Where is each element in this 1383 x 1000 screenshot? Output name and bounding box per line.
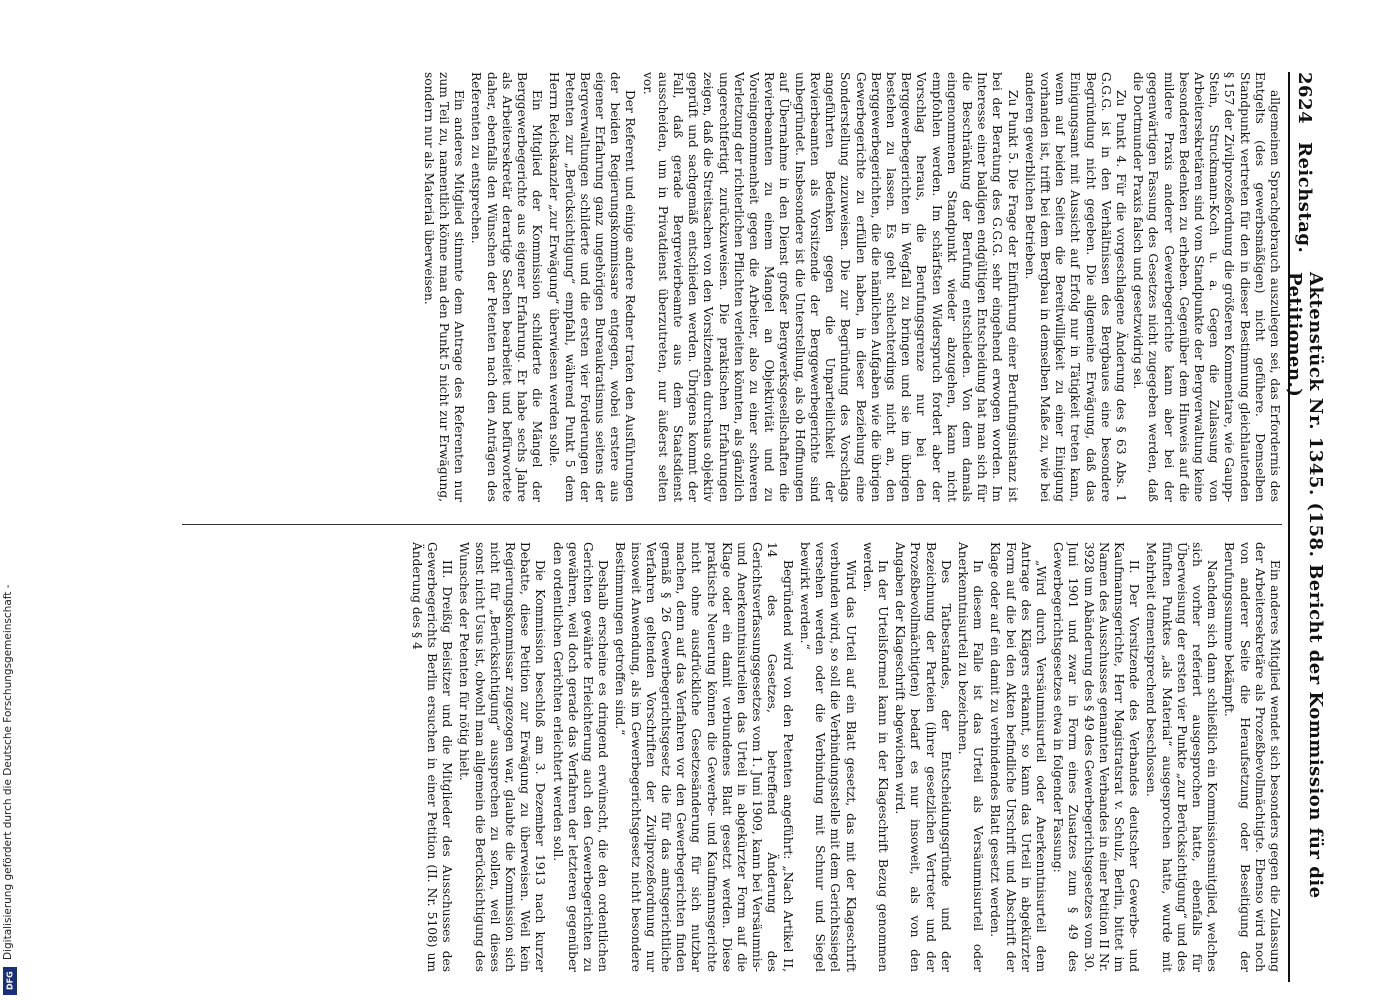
right-column [92,542,1282,972]
paragraph: Zu Punkt 5. Die Frage der Einführung einer Berufungsinstanz ist bei der Beratung des G.G.G. sehr eingehend erwogen worden. Im Interesse einer baldigen endgültigen Entscheidung hat man sich für die Beschränkung der Berufung entschieden. Von dem damals eingenommenen Standpunkt wieder abzugehen, kann nicht empfohlen werden. Im schärfsten Widerspruch fordert aber der Vorschlag heraus, die Berufungsgrenze nur bei den Berggewerbegerichten in Wegfall zu bringen und sie im übrigen bestehen zu lassen. Es geht schlechterdings nicht an, den Berggewerbegerichten, die die nämlichen Aufgaben wie die übrigen Gewerbegerichte zu erfüllen haben, in dieser Beziehung eine Sonderstellung zuzuweisen. Die zur Begründung des Vorschlags angeführten Bedenken gegen die Unparteilichkeit der Revierbeamten als Vorsitzende der Berggewerbegerichte sind unbegründet. Insbesondere ist die Unterstellung, als ob Hoffnungen auf Übernahme in den Dienst großer Bergwerksgesellschaften die Revierbeamten zu einem Mangel an Objektivität und zu Voreingenommenheit gegen die Arbeiter, also zu einer schweren Verletzung der richterlichen Pflichten verleiten könnten, als gänzlich ungerechtfertigt zurückzuweisen. Die praktischen Erfahrungen zeigen, daß die Streitsachen von den Vorsitzenden durchaus objektiv geprüft und sachgemäß entschieden werden. Übrigens kommt der Fall, daß gerade Bergrevierbeamte aus dem Staatsdienst ausscheiden, um in Privatdienst überzutreten, nur äußerst selten vor. [640,72,1020,502]
page-title: Aktenstück Nr. 1345. (158. Bericht der Kommission für die Petitionen.) [1284,272,1326,899]
paragraph: III. Dreißig Beisitzer und die Mitglieder des Ausschusses des Gewerbegerichts Berlin ersuchen in einer Petition (II. Nr. 5108) um Änderung des § 4 [409,542,455,972]
column-divider [182,524,1282,525]
paragraph: Deshalb erscheine es dringend erwünscht, die den ordentlichen Gerichten gewährte Erleichterung auch den Gewerbegerichten zu gewähren, weil doch gerade das Verfahren der letzteren gegenüber den ordentlichen Gerichten erleichtert werden soll. [550,542,611,972]
paragraph: Ein anderes Mitglied wendet sich besonders gegen die Zulassung der Arbeitersekretäre als Prozeßbevollmächtigte. Ebenso wird noch von anderer Seite die Heraufsetzung oder Beseitigung der Berufungssumme bekämpft. [1222,542,1282,972]
paragraph: Ein anderes Mitglied stimmte dem Antrage des Referenten nur zum Teil zu, namentlich könne man den Punkt 5 nicht zur Erwägung, sondern nur als Material überweisen. [421,72,467,502]
dfg-logo: DFG [3,967,17,995]
paragraph: Die Kommission beschloß am 3. Dezember 1913 nach kurzer Debatte, diese Petition zur Erwägung zu überweisen. Weil kein Regierungskommissar zugezogen war, glaubte die Kommission sich nicht für „Berücksichtigung“ aussprechen zu sollen, weil dieses sonst nicht Usus ist, obwohl man allgemein die Berücksichtigung des Wunsches der Petenten für nötig hielt. [457,542,548,972]
paragraph: Des Tatbestandes, der Entscheidungsgründe und der Bezeichnung der Parteien (ihrer gesetzlichen Vertreter und der Prozeßbevollmächtigten) bedarf es nur insoweit, als von den Angaben der Klageschrift abgewichen wird. [893,542,953,972]
paragraph: allgemeinen Sprachgebrauch auszulegen sei, das Erfordernis des Entgelts (des gewerbsmäßigen) nicht gefühere. Demselben Standpunkt vertreten für den in dieser Bestimmung gleichlautenden § 157 der Zivilprozeßordnung die größeren Kommentare, wie Gaupp-Stein, Struckmann-Koch u. a. Gegen die Zulassung von Arbeitersekretären sind vom Standpunkte der Bergverwaltung keine besonderen Bedenken zu erheben. Gegenüber dem Hinweis auf die mildere Praxis anderer Gewerbegerichte kann aber bei der gegenwärtigen Fassung des Gesetzes nicht zugegeben werden, daß die Dortmunder Praxis falsch und gesetzwidrig sei. [1131,72,1282,502]
digitization-sidebar [0,0,20,1000]
digitization-credit: Digitalisierung gefördert durch die Deutsche Forschungsgemeinschaft - [2,584,14,960]
paragraph: Der Referent und einige andere Redner traten den Ausführungen der beiden Regierungskommissare entgegen, wobei erstere aus eigener Erfahrung ganz ungehörigen Bureaukratismus seitens der Bergverwaltungen schilderte und die ersten vier Forderungen der Petenten zur „Berücksichtigung“ empfahl, während Punkt 5 dem Herrn Reichskanzler „zur Erwägung“ überwiesen werden solle. [547,72,638,502]
page-number: 2624 [1294,72,1316,125]
paragraph: Ein Mitglied der Kommission schilderte die Mängel der Berggewerbegerichte aus eigener Erfahrung. Er habe sechs Jahre als Arbeitersekretär derartige Sachen bearbeitet und befürwortete daher, ebenfalls den Wünschen der Petenten nach den Anträgen des Referenten zu entsprechen. [469,72,545,502]
paragraph: II. Der Vorsitzende des Verbandes deutscher Gewerbe- und Kaufmannsgerichte, Herr Magistratsrat v. Schulz, Berlin, bittet im Namen des Ausschusses genannten Verbandes in einer Petition II Nr. 3928 um Abänderung des § 49 des Gewerbegerichtsgesetzes vom 30. Juni 1901 und zwar in Form eines Zusatzes zum § 49 des Gewerbegerichtsgesetzes etwa in folgender Fassung: [1051,542,1142,972]
paragraph: Nachdem sich dann schließlich ein Kommissionsmitglied, welches sich vorher referiert ausgesprochen hatte, ebenfalls für Überweisung der ersten vier Punkte „zur Berücksichtigung“ und des fünften Punktes „als Material“ ausgesprochen hatte, wurde mit Mehrheit dementsprechend beschlossen. [1144,542,1220,972]
page-header [1284,72,1326,982]
paragraph: In der Urteilsformel kann in der Klageschrift Bezug genommen werden. [860,542,890,972]
paragraph: Begründend wird von den Petenten angeführt: „Nach Artikel II, 14 des Gesetzes, betreffend Änderung des Gerichtsverfassungsgesetzes vom 1. Juni 1909, kann bei Versäumnis- und Anerkenntnisurteilen das Urteil in abgekürzter Form auf die Klage oder ein damit verbundenes Blatt gesetzt werden. Diese praktische Neuerung können die Gewerbe- und Kaufmannsgerichte nicht ohne ausdrückliche Gesetzesänderung für sich nutzbar machen, denn auf das Verfahren vor den Gewerbegerichten finden gemäß § 26 Gewerbegerichtsgesetz die für das amtsgerichtliche Verfahren geltenden Vorschriften der Zivilprozeßordnung nur insoweit Anwendung, als im Gewerbegerichtsgesetz nicht besondere Bestimmungen getroffen sind.“ [613,542,795,972]
paragraph: Wird das Urteil auf ein Blatt gesetzt, das mit der Klageschrift verbunden wird, so soll die Verbindungsstelle mit dem Gerichtssiegel versehen werden oder die Verbindung mit Schnur und Siegel bewirkt werden.“ [797,542,858,972]
left-column [92,72,1282,502]
journal-name: Reichstag. [1294,142,1316,254]
paragraph: Zu Punkt 4. Für die vorgeschlagene Änderung des § 63 Abs. 1 G.G.G. ist in den Verhältnissen des Bergbaues eine besondere Begründung nicht gegeben. Die allgemeine Erwägung, daß das Einigungsamt mit Aussicht auf Erfolg nur in Tätigkeit treten kann, wenn auf beiden Seiten die Bereitwilligkeit zu einer Einigung vorhanden ist, trifft bei dem Bergbau in demselben Maße zu, wie bei anderen gewerblichen Betrieben. [1022,72,1128,502]
paragraph: In diesem Falle ist das Urteil als Versäumnisurteil oder Anerkenntnisurteil zu bezeichnen. [955,542,986,972]
rotated-sheet [80,72,1326,982]
paragraph: „Wird durch Versäumnisurteil oder Anerkenntnisurteil dem Antrage des Klägers erkannt, so kann das Urteil in abgekürzter Form auf die bei den Akten befindliche Urschrift und Abschrift der Klage oder auf ein damit zu verbindendes Blatt gesetzt werden. [988,542,1048,972]
